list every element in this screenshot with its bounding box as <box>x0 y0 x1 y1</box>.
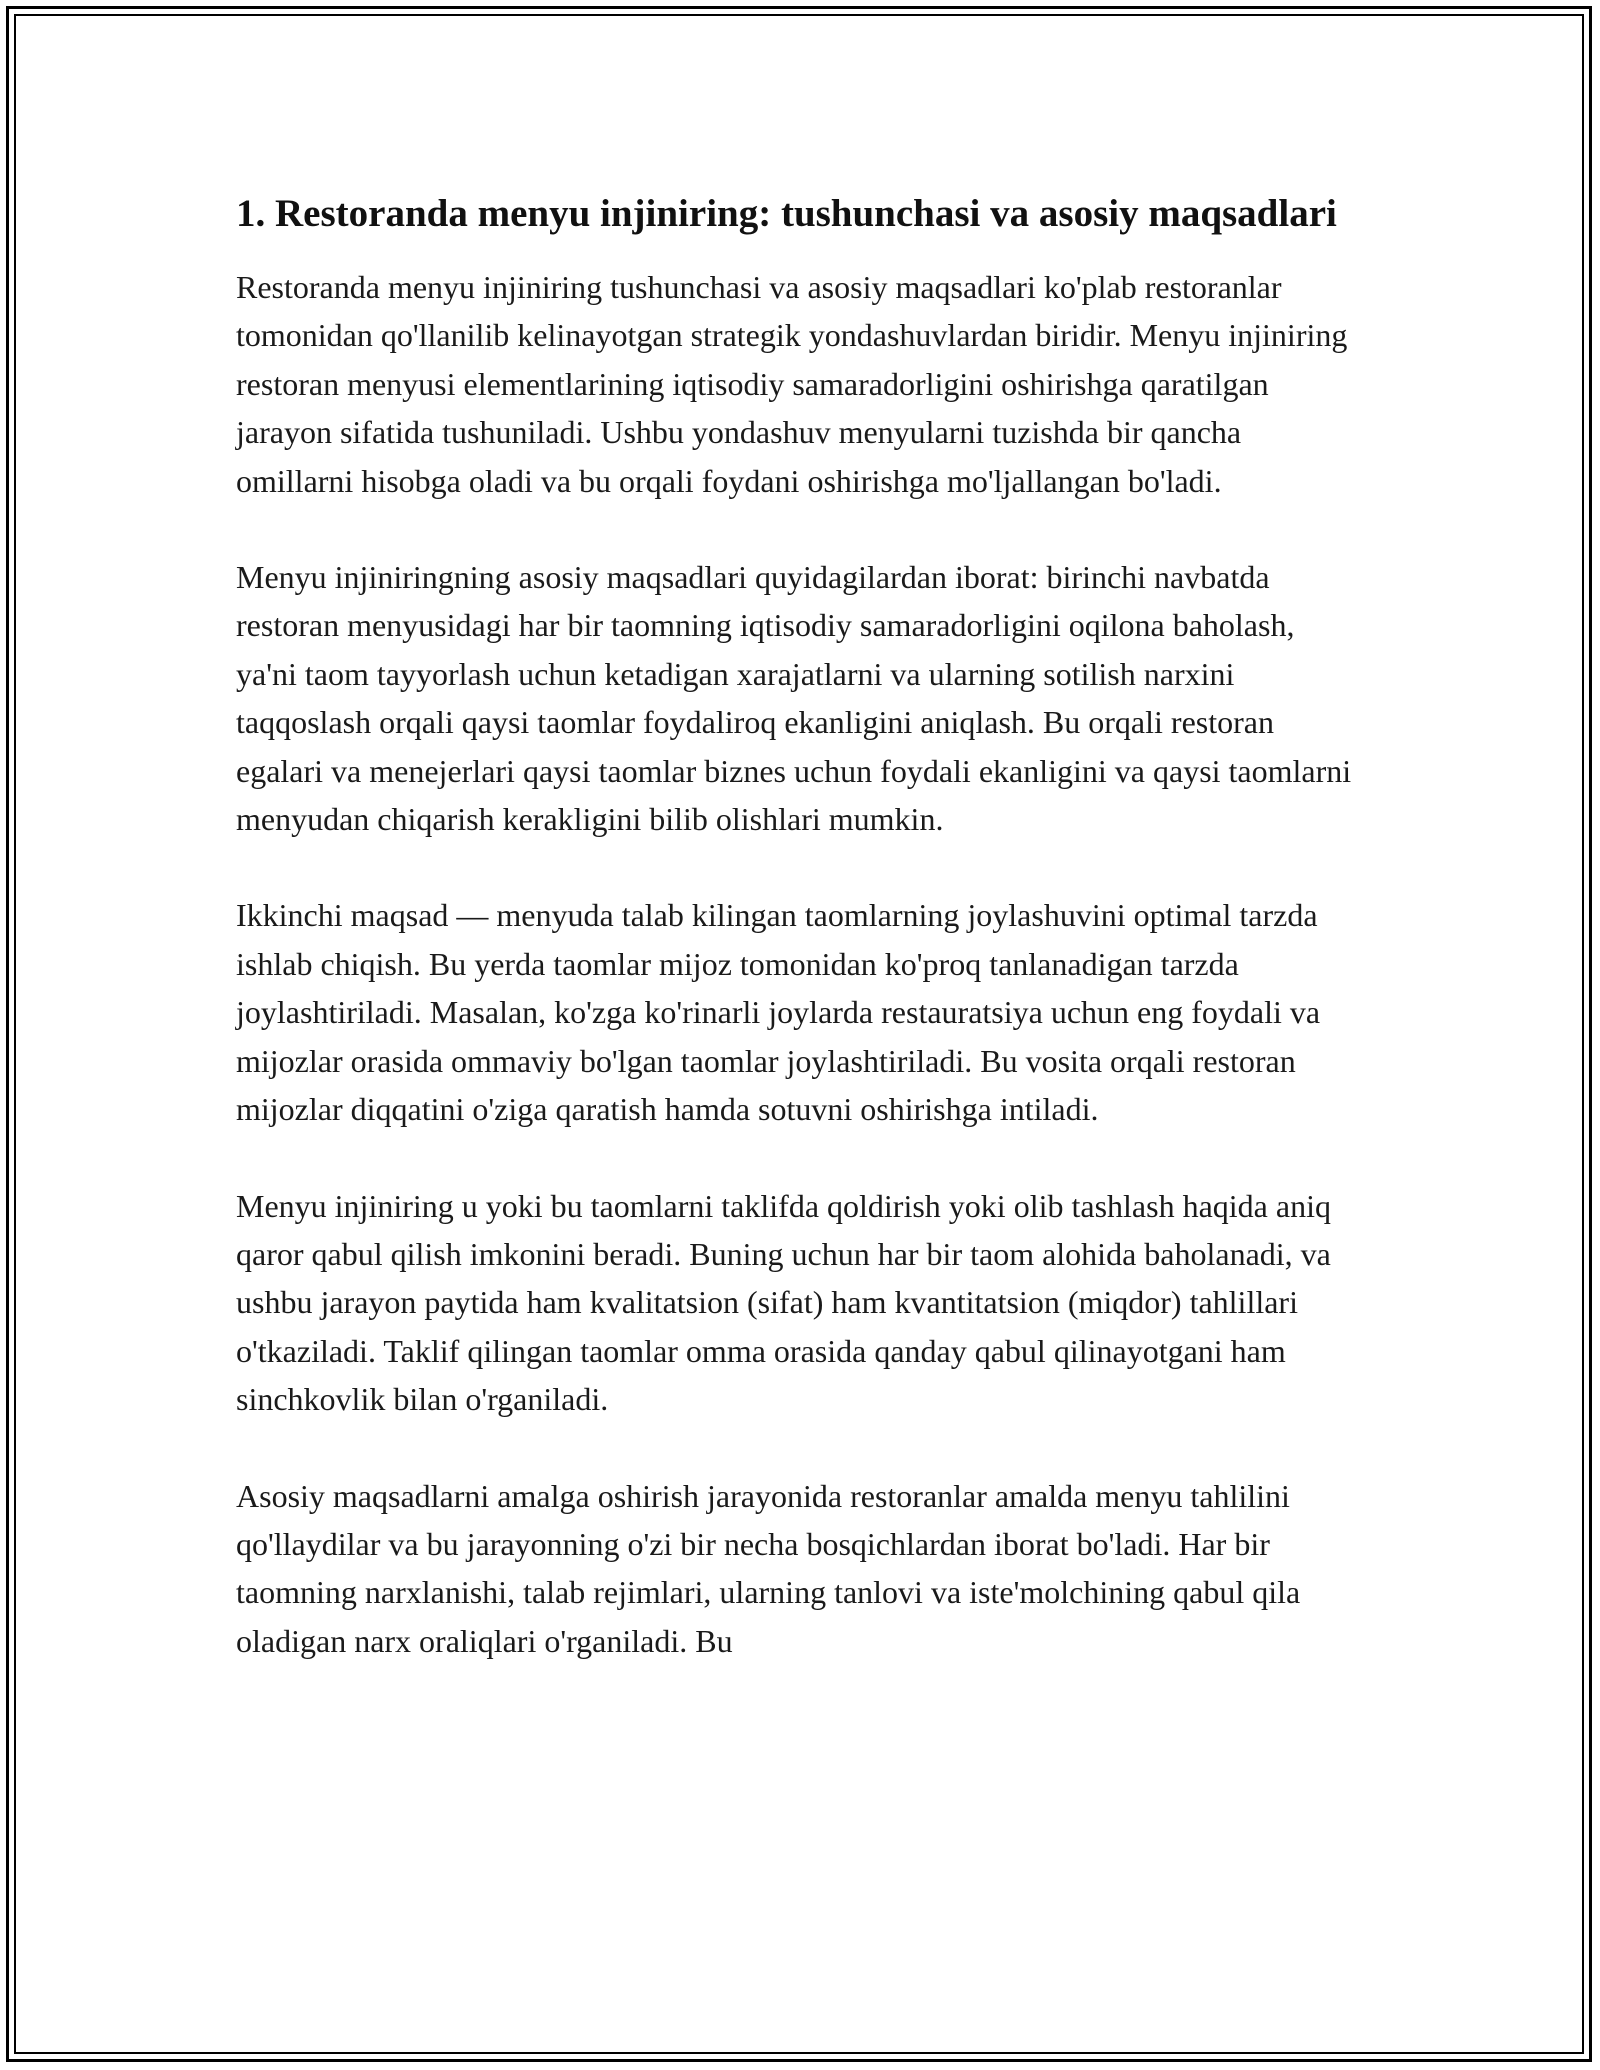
paragraph-4: Menyu injiniring u yoki bu taomlarni taklifda qoldirish yoki olib tashlash haqida aniq qaror qabul qilish imkonini beradi. Buning uchun har bir taom alohida baholanadi, va ushbu jarayon paytida ham kvalitatsion (sifat) ham kvantitatsion (miqdor) tahlillari o'tkaziladi. Taklif qilingan taomlar omma orasida qanday qabul qilinayotgani ham sinchkovlik bilan o'rganiladi. <box>236 1187 1331 1418</box>
paragraph-2: Menyu injiniringning asosiy maqsadlari quyidagilardan iborat: birinchi navbatda restoran menyusidagi har bir taomning iqtisodiy samaradorligini oqilona baholash, ya'ni taom tayyorlash uchun ketadigan xarajatlarni va ularning sotilish narxini taqqoslash orqali qaysi taomlar foydaliroq ekanligini aniqlash. Bu orqali restoran egalari va menejerlari qaysi taomlar biznes uchun foydali ekanligini va qaysi taomlarni menyudan chiqarish kerakligini bilib olishlari mumkin. <box>236 559 1352 838</box>
paragraph-5: Asosiy maqsadlarni amalga oshirish jarayonida restoranlar amalda menyu tahlilini qo'llaydilar va bu jarayonning o'zi bir necha bosqichlardan iborat bo'ladi. Har bir taomning narxlanishi, talab rejimlari, ularning tanlovi va iste'molchining qabul qila oladigan narx oraliqlari o'rganiladi. Bu <box>236 1477 1301 1659</box>
document-body <box>236 186 1356 1665</box>
paragraph-3: Ikkinchi maqsad — menyuda talab kilingan taomlarning joylashuvini optimal tarzda ishlab chiqish. Bu yerda taomlar mijoz tomonidan ko'proq tanlanadigan tarzda joylashtiriladi. Masalan, ko'zga ko'rinarli joylarda restauratsiya uchun eng foydali va mijozlar orasida ommaviy bo'lgan taomlar joylashtiriladi. Bu vosita orqali restoran mijozlar diqqatini o'ziga qaratish hamda sotuvni oshirishga intiladi. <box>236 897 1321 1128</box>
section-heading: 1. Restoranda menyu injiniring: tushunchasi va asosiy maqsadlari <box>236 192 1337 235</box>
paragraph-1: Restoranda menyu injiniring tushunchasi va asosiy maqsadlari ko'plab restoranlar tomonidan qo'llanilib kelinayotgan strategik yondashuvlardan biridir. Menyu injiniring restoran menyusi elementlarining iqtisodiy samaradorligini oshirishga qaratilgan jarayon sifatida tushuniladi. Ushbu yondashuv menyularni tuzishda bir qancha omillarni hisobga oladi va bu orqali foydani oshirishga mo'ljallangan bo'ladi. <box>236 269 1348 499</box>
